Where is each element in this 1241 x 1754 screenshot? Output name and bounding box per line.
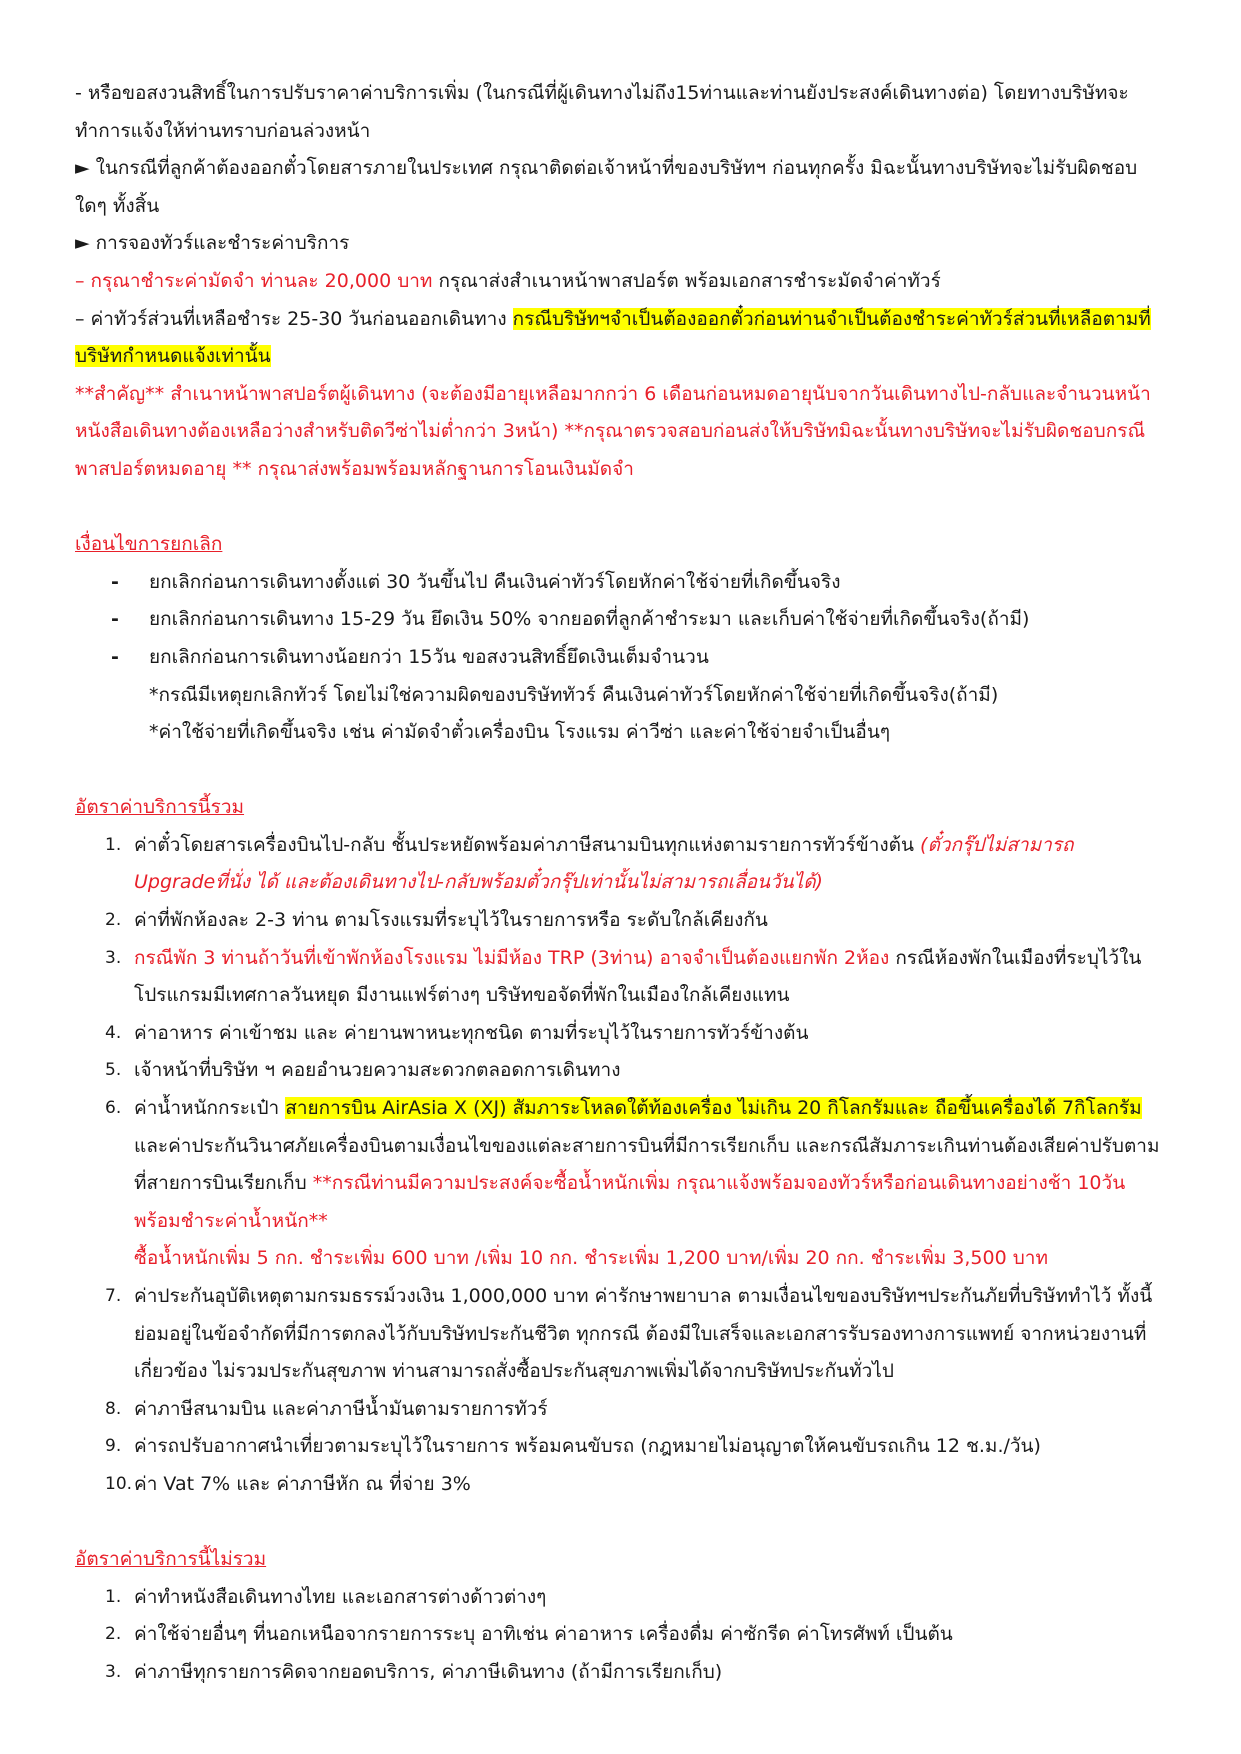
included-list [75, 827, 1167, 1504]
passport-important-note: **สำคัญ** สำเนาหน้าพาสปอร์ตผู้เดินทาง (จะต้องมีอายุเหลือมากกว่า 6 เดือนก่อนหมดอายุนับจากวันเดินทางไป-กลับและจำนวนหน้าหนังสือเดินทางต้องเหลือว่างสำหรับติดวีซ่าไม่ต่ำกว่า 3หน้า) **กรุณาตรวจสอบก่อนส่งให้บริษัทมิฉะนั้นทางบริษัทจะไม่รับผิดชอบกรณีพาสปอร์ตหมดอายุ ** กรุณาส่งพร้อมพร้อมหลักฐานการโอนเงินมัดจำ [75, 382, 1151, 480]
list-item: - ยกเลิกก่อนการเดินทาง 15-29 วัน ยึดเงิน 50% จากยอดที่ลูกค้าชำระมา และเก็บค่าใช้จ่ายที่เกิดขึ้นจริง(ถ้ามี) [75, 601, 1167, 639]
document-page [75, 75, 1167, 1692]
deposit-line [75, 263, 1167, 301]
excluded-heading: อัตราค่าบริการนี้ไม่รวม [75, 1548, 267, 1571]
list-item: 4. ค่าอาหาร ค่าเข้าชม และ ค่ายานพาหนะทุกชนิด ตามที่ระบุไว้ในรายการทัวร์ข้างต้น [105, 1021, 809, 1044]
list-item: 3. ค่าภาษีทุกรายการคิดจากยอดบริการ, ค่าภาษีเดินทาง (ถ้ามีการเรียกเก็บ) [105, 1660, 723, 1683]
list-item: 1. ค่าทำหนังสือเดินทางไทย และเอกสารต่างด้าวต่างๆ [105, 1585, 547, 1608]
excluded-list [75, 1579, 1167, 1692]
domestic-ticket-note: ► ในกรณีที่ลูกค้าต้องออกตั๋วโดยสารภายในประเทศ กรุณาติดต่อเจ้าหน้าที่ของบริษัทฯ ก่อนทุกครั้ง มิฉะนั้นทางบริษัทจะไม่รับผิดชอบใดๆ ทั้งสิ้น [75, 157, 1138, 217]
list-item: - ยกเลิกก่อนการเดินทางตั้งแต่ 30 วันขึ้นไป คืนเงินค่าทัวร์โดยหักค่าใช้จ่ายที่เกิดขึ้นจริง [75, 564, 1167, 602]
actual-cost-note: *ค่าใช้จ่ายที่เกิดขึ้นจริง เช่น ค่ามัดจำตั๋วเครื่องบิน โรงแรม ค่าวีซ่า และค่าใช้จ่ายจำเป็นอื่นๆ [149, 721, 891, 744]
list-item: 7. ค่าประกันอุบัติเหตุตามกรมธรรม์วงเงิน 1,000,000 บาท ค่ารักษาพยาบาล ตามเงื่อนไขของบริษัทฯประกันภัยที่บริษัททำไว้ ทั้งนี้ย่อมอยู่ในข้อจำกัดที่มีการตกลงไว้กับบริษัทประกันชีวิต ทุกกรณี ต้องมีใบเสร็จและเอกสารรับรองทางการแพทย์ จากหน่วยงานที่เกี่ยวข้อง ไม่รวมประกันสุขภาพ ท่านสามารถสั่งซื้อประกันสุขภาพเพิ่มได้จากบริษัทประกันทั่วไป [105, 1285, 1153, 1383]
list-item: 6. ค่าน้ำหนักกระเป๋า สายการบิน AirAsia X (XJ) สัมภาระโหลดใต้ท้องเครื่อง ไม่เกิน 20 กิโลกรัมและ ถือขึ้นเครื่องได้ 7กิโลกรัม และค่าประกันวินาศภัยเครื่องบินตามเงื่อนไขของแต่ละสายการบินที่มีการเรียกเก็บ และกรณีสัมภาระเกินท่านต้องเสียค่าปรับตามที่สายการบินเรียกเก็บ **กรณีท่านมีความประสงค์จะซื้อน้ำหนักเพิ่ม กรุณาแจ้งพร้อมจองทัวร์หรือก่อนเดินทางอย่างช้า 10วัน พร้อมชำระค่าน้ำหนัก** ซื้อน้ำหนักเพิ่ม 5 กก. ชำระเพิ่ม 600 บาท /เพิ่ม 10 กก. ชำระเพิ่ม 1,200 บาท/เพิ่ม 20 กก. ชำระเพิ่ม 3,500 บาท [105, 1097, 1160, 1270]
list-item: 1. ค่าตั๋วโดยสารเครื่องบินไป-กลับ ชั้นประหยัดพร้อมค่าภาษีสนามบินทุกแห่งตามรายการทัวร์ข้างต้น (ตั๋วกรุ๊ปไม่สามารถ Upgradeที่นั่ง ได้ และต้องเดินทางไป-กลับพร้อมตั๋วกรุ๊ปเท่านั้นไม่สามารถเลื่อนวันได้) [105, 833, 1074, 894]
list-item: 2. ค่าใช้จ่ายอื่นๆ ที่นอกเหนือจากรายการระบุ อาทิเช่น ค่าอาหาร เครื่องดื่ม ค่าซักรีด ค่าโทรศัพท์ เป็นต้น [105, 1623, 953, 1646]
list-item: 5. เจ้าหน้าที่บริษัท ฯ คอยอำนวยความสะดวกตลอดการเดินทาง [105, 1059, 621, 1082]
balance-due-text: – ค่าทัวร์ส่วนที่เหลือชำระ 25-30 วันก่อนออกเดินทาง [75, 307, 513, 330]
list-item: 9. ค่ารถปรับอากาศนำเที่ยวตามระบุไว้ในรายการ พร้อมคนขับรถ (กฎหมายไม่อนุญาตให้คนขับรถเกิน 12 ช.ม./วัน) [105, 1435, 1041, 1458]
cancellation-note: *กรณีมีเหตุยกเลิกทัวร์ โดยไม่ใช่ความผิดของบริษัททัวร์ คืนเงินค่าทัวร์โดยหักค่าใช้จ่ายที่เกิดขึ้นจริง(ถ้ามี) [149, 683, 999, 706]
list-item: 2. ค่าที่พักห้องละ 2-3 ท่าน ตามโรงแรมที่ระบุไว้ในรายการหรือ ระดับใกล้เคียงกัน [105, 909, 768, 932]
price-adjust-note: - หรือขอสงวนสิทธิ์ในการปรับราคาค่าบริการเพิ่ม (ในกรณีที่ผู้เดินทางไม่ถึง15ท่านและท่านยังประสงค์เดินทางต่อ) โดยทางบริษัทจะทำการแจ้งให้ท่านทราบก่อนล่วงหน้า [75, 82, 1129, 142]
balance-line [75, 301, 1167, 376]
list-item: - ยกเลิกก่อนการเดินทางน้อยกว่า 15วัน ขอสงวนสิทธิ์ยึดเงินเต็มจำนวน [75, 639, 1167, 677]
cancellation-list [75, 564, 1167, 677]
balance-highlight: กรณีบริษัทฯจำเป็นต้องออกตั๋วก่อนท่านจำเป็นต้องชำระค่าทัวร์ส่วนที่เหลือตามที่บริษัทกำหนดแจ้งเท่านั้น [75, 307, 1151, 368]
deposit-amount-text: – กรุณาชำระค่ามัดจำ ท่านละ 20,000 บาท [75, 269, 433, 292]
booking-heading: ► การจองทัวร์และชำระค่าบริการ [75, 232, 350, 255]
cancellation-heading: เงื่อนไขการยกเลิก [75, 533, 223, 556]
deposit-instructions: กรุณาส่งสำเนาหน้าพาสปอร์ต พร้อมเอกสารชำระมัดจำค่าทัวร์ [432, 269, 941, 292]
list-item: 10. ค่า Vat 7% และ ค่าภาษีหัก ณ ที่จ่าย 3% [105, 1472, 471, 1495]
included-heading: อัตราค่าบริการนี้รวม [75, 796, 245, 819]
list-item: 3. กรณีพัก 3 ท่านถ้าวันที่เข้าพักห้องโรงแรม ไม่มีห้อง TRP (3ท่าน) อาจจำเป็นต้องแยกพัก 2ห้อง กรณีห้องพักในเมืองที่ระบุไว้ในโปรแกรมมีเทศกาลวันหยุด มีงานแฟร์ต่างๆ บริษัทขอจัดที่พักในเมืองใกล้เคียงแทน [105, 946, 1142, 1007]
list-item: 8. ค่าภาษีสนามบิน และค่าภาษีน้ำมันตามรายการทัวร์ [105, 1397, 548, 1420]
